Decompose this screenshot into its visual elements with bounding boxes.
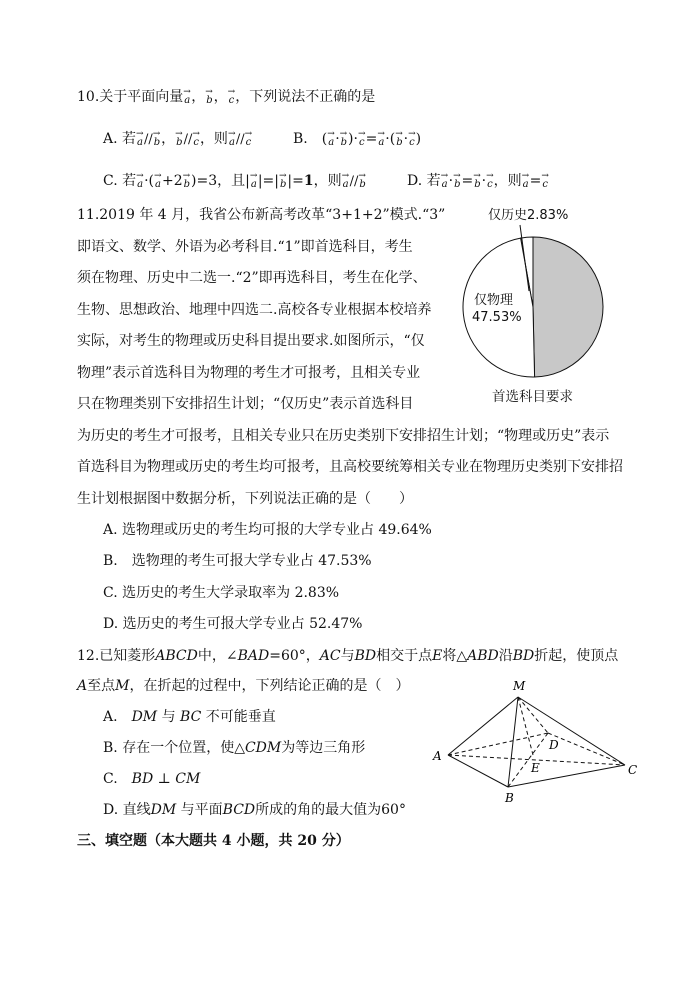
- q12-line-1: 12.已知菱形ABCD中，∠BAD=60°，AC与BD相交于点E将△ABD沿BD折起，使顶点: [77, 648, 619, 664]
- q11-line-2: 即语文、数学、外语为必考科目.“1”即首选科目，考生: [77, 239, 413, 255]
- q11-line-6: 物理”表示首选科目为物理的考生才可报考，且相关专业: [77, 365, 421, 381]
- figure-label-m: M: [513, 679, 526, 693]
- figure-label-a: A: [433, 749, 442, 763]
- pyramid-figure: [425, 675, 675, 815]
- q11-option-a: A. 选物理或历史的考生均可报的大学专业占 49.64%: [103, 522, 432, 538]
- q12-option-c: C. BD ⊥ CM: [103, 771, 201, 787]
- q10-option-c: C. 若→ a·(→ a+2→ b)=3，且|→ a|=|→ b|=1，则→ a//→ b: [103, 172, 367, 194]
- q10-option-b: B. (→ a·→ b)·→ c=→ a·(→ b·→ c): [293, 130, 421, 152]
- q11-option-d: D. 选历史的考生可报大学专业占 52.47%: [103, 616, 363, 632]
- q12-line-2: A至点M，在折起的过程中，下列结论正确的是（ ）: [77, 678, 410, 694]
- q11-line-8: 为历史的考生才可报考，且相关专业只在历史类别下安排招生计划；“物理或历史”表示: [77, 428, 610, 444]
- pie-label-history-only: 仅历史2.83%: [488, 208, 569, 223]
- pie-label-physics-only: 仅物理: [474, 293, 514, 308]
- q11-option-c: C. 选历史的考生大学录取率为 2.83%: [103, 585, 340, 601]
- q11-line-10: 生计划根据图中数据分析，下列说法正确的是（ ）: [77, 491, 413, 507]
- q12-option-b: B. 存在一个位置，使△CDM为等边三角形: [103, 740, 366, 756]
- q10-option-d: D. 若→ a·→ b=→ b·→ c，则→ a=→ c: [407, 172, 549, 194]
- pie-chart: [450, 195, 670, 415]
- q11-line-3: 须在物理、历史中二选一.“2”即再选科目，考生在化学、: [77, 270, 427, 286]
- figure-label-b: B: [505, 791, 514, 805]
- q11-line-7: 只在物理类别下安排招生计划；“仅历史”表示首选科目: [77, 396, 414, 412]
- pie-chart-title: 首选科目要求: [492, 389, 573, 405]
- q10-option-a: A. 若→ a//→ b，→ b//→ c，则→ a//→ c: [103, 130, 252, 152]
- q10-stem: 10.关于平面向量→ a，→ b，→ c，下列说法不正确的是: [77, 88, 375, 110]
- q11-option-b: B. 选物理的考生可报大学专业占 47.53%: [103, 553, 372, 569]
- q11-line-5: 实际，对考生的物理或历史科目提出要求.如图所示，“仅: [77, 333, 425, 349]
- q11-line-9: 首选科目为物理或历史的考生均可报考，且高校要统筹相关专业在物理历史类别下安排招: [77, 459, 623, 475]
- pie-value-physics-only: 47.53%: [472, 310, 522, 325]
- q12-option-d: D. 直线DM 与平面BCD所成的角的最大值为60°: [103, 802, 406, 818]
- section-3-heading: 三、填空题（本大题共 4 小题，共 20 分）: [77, 833, 350, 849]
- q11-line-4: 生物、思想政治、地理中四选二.高校各专业根据本校培养: [77, 302, 432, 318]
- figure-label-c: C: [628, 763, 638, 777]
- pie-slice-physics-or-history: [533, 237, 603, 377]
- figure-label-e: E: [531, 761, 540, 775]
- q12-option-a: A. DM 与 BC 不可能垂直: [103, 709, 276, 725]
- figure-label-d: D: [549, 738, 559, 752]
- q11-line-1: 11.2019 年 4 月，我省公布新高考改革“3+1+2”模式.“3”: [77, 207, 446, 223]
